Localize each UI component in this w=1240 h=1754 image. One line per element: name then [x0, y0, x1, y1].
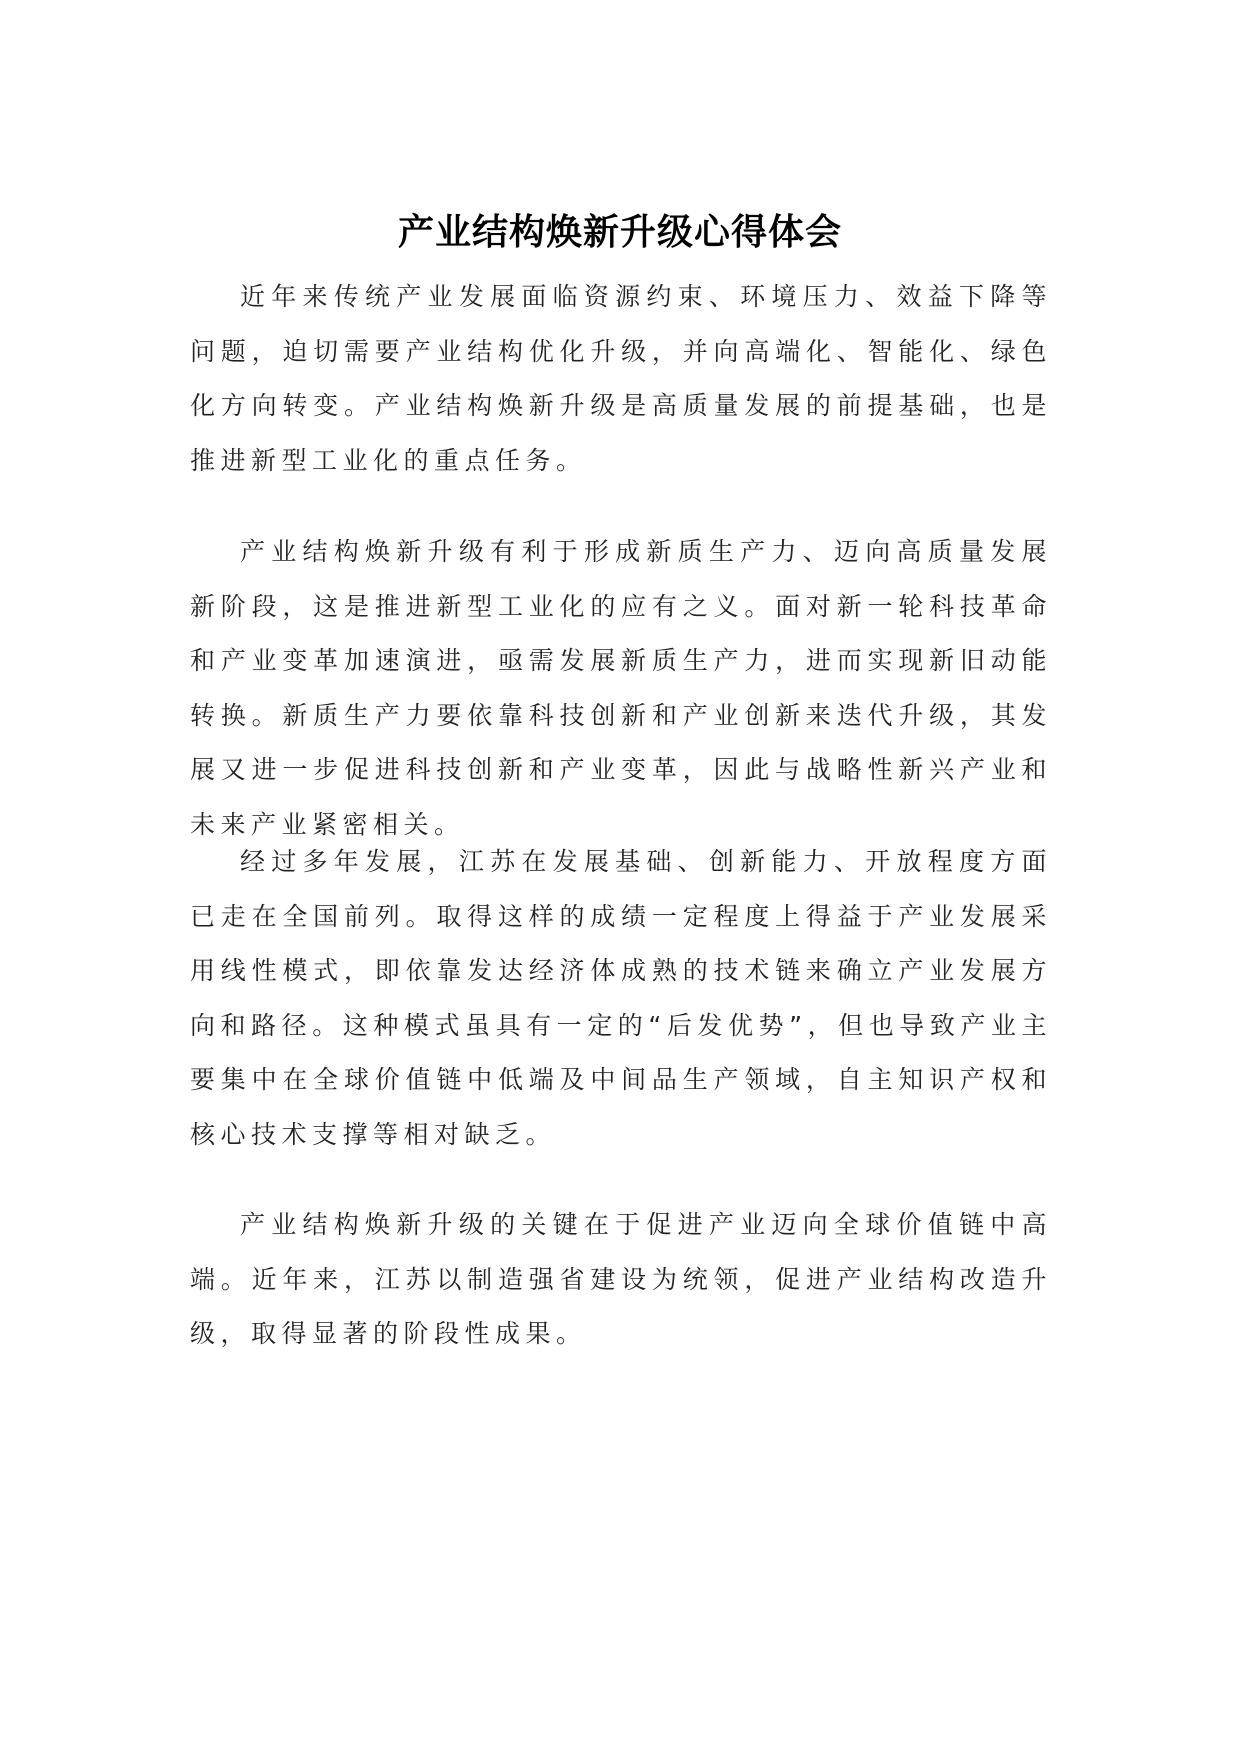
document-title: 产业结构焕新升级心得体会	[397, 211, 842, 254]
paragraph-2: 产业结构焕新升级有利于形成新质生产力、迈向高质量发展新阶段，这是推进新型工业化的应有之义。面对新一轮科技革命和产业变革加速演进，亟需发展新质生产力，进而实现新旧动能转换。新质生产力要依靠科技创新和产业创新来迭代升级，其发展又进一步促进科技创新和产业变革，因此与战略性新兴产业和未来产业紧密相关。	[190, 537, 1052, 839]
paragraph-1: 近年来传统产业发展面临资源约束、环境压力、效益下降等问题，迫切需要产业结构优化升级，并向高端化、智能化、绿色化方向转变。产业结构焕新升级是高质量发展的前提基础，也是推进新型工业化的重点任务。	[190, 282, 1052, 475]
paragraph-3: 经过多年发展，江苏在发展基础、创新能力、开放程度方面已走在全国前列。取得这样的成绩一定程度上得益于产业发展采用线性模式，即依靠发达经济体成熟的技术链来确立产业发展方向和路径。这种模式虽具有一定的“后发优势”，但也导致产业主要集中在全球价值链中低端及中间品生产领域，自主知识产权和核心技术支撑等相对缺乏。	[190, 847, 1052, 1149]
paragraph-4: 产业结构焕新升级的关键在于促进产业迈向全球价值链中高端。近年来，江苏以制造强省建设为统领，促进产业结构改造升级，取得显著的阶段性成果。	[190, 1210, 1052, 1348]
